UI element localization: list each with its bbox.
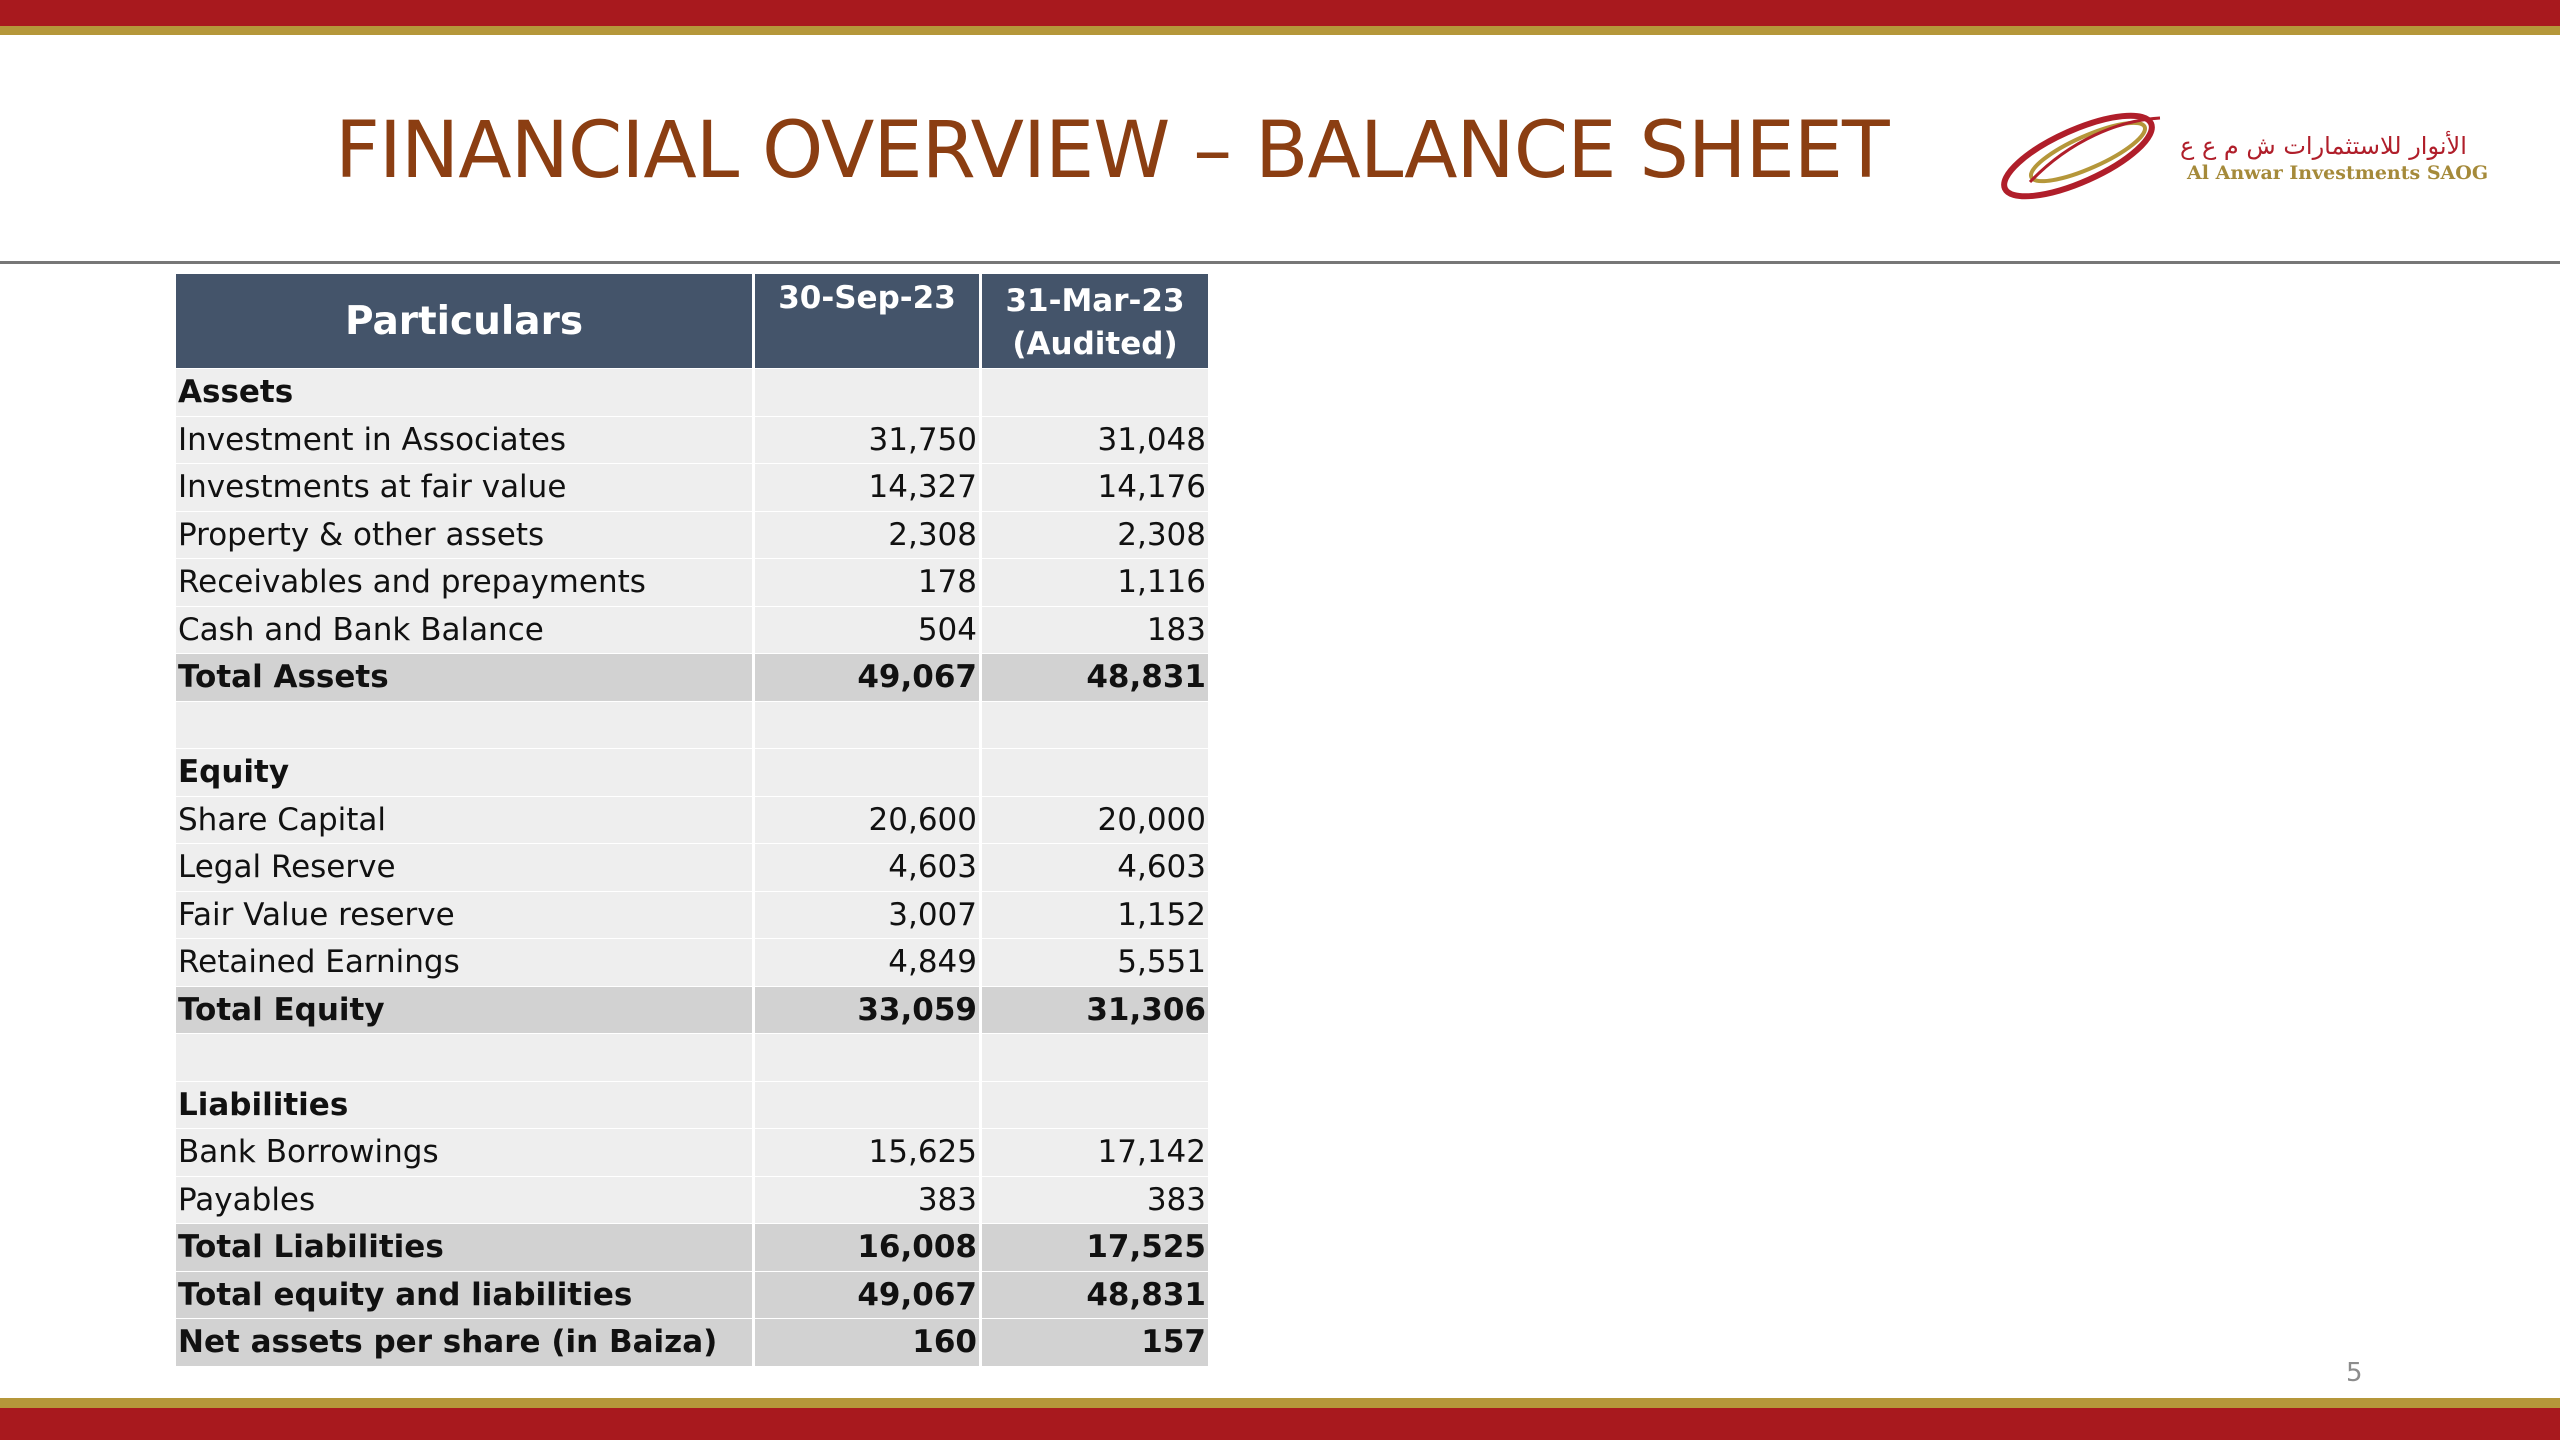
- row-label: Share Capital: [176, 796, 754, 844]
- value-30-sep-23: 383: [754, 1176, 981, 1224]
- bottom-gold-stripe: [0, 1398, 2560, 1408]
- table-row: [176, 416, 1210, 464]
- company-logo: [2000, 100, 2520, 210]
- value-31-mar-23: 31,306: [981, 986, 1210, 1034]
- swoosh-logo-icon: [2000, 100, 2170, 210]
- row-label: Net assets per share (in Baiza): [176, 1319, 754, 1367]
- total-row: [176, 1271, 1210, 1319]
- header-31-mar-23-date: 31-Mar-23: [1005, 283, 1185, 319]
- value-31-mar-23: 31,048: [981, 416, 1210, 464]
- row-label: Total Assets: [176, 654, 754, 702]
- row-label: Total equity and liabilities: [176, 1271, 754, 1319]
- value-30-sep-23: 49,067: [754, 654, 981, 702]
- value-30-sep-23: 4,849: [754, 939, 981, 987]
- value-30-sep-23: 2,308: [754, 511, 981, 559]
- section-row: [176, 749, 1210, 797]
- value-31-mar-23: 17,142: [981, 1129, 1210, 1177]
- table-header-row: [176, 274, 1210, 369]
- value-30-sep-23: 3,007: [754, 891, 981, 939]
- table-row: [176, 1176, 1210, 1224]
- value-30-sep-23: 160: [754, 1319, 981, 1367]
- value-30-sep-23: 15,625: [754, 1129, 981, 1177]
- top-red-band: [0, 0, 2560, 26]
- value-31-mar-23: [981, 369, 1210, 417]
- row-label: Investment in Associates: [176, 416, 754, 464]
- table-row: [176, 939, 1210, 987]
- table-row: [176, 1034, 1210, 1082]
- row-label: [176, 1034, 754, 1082]
- table-row: [176, 891, 1210, 939]
- value-30-sep-23: 33,059: [754, 986, 981, 1034]
- title-divider: [0, 261, 2560, 264]
- table-row: [176, 844, 1210, 892]
- table-row: [176, 701, 1210, 749]
- row-label: Bank Borrowings: [176, 1129, 754, 1177]
- logo-arabic-text: الأنوار للاستثمارات ش م ع ع: [2180, 132, 2467, 160]
- value-30-sep-23: 178: [754, 559, 981, 607]
- header-particulars: Particulars: [176, 274, 754, 369]
- value-31-mar-23: 383: [981, 1176, 1210, 1224]
- value-31-mar-23: 1,116: [981, 559, 1210, 607]
- table-row: [176, 606, 1210, 654]
- value-30-sep-23: [754, 369, 981, 417]
- top-gold-stripe: [0, 26, 2560, 35]
- total-row: [176, 654, 1210, 702]
- value-31-mar-23: [981, 749, 1210, 797]
- row-label: Liabilities: [176, 1081, 754, 1129]
- row-label: Payables: [176, 1176, 754, 1224]
- table-row: [176, 796, 1210, 844]
- row-label: Total Liabilities: [176, 1224, 754, 1272]
- value-31-mar-23: 157: [981, 1319, 1210, 1367]
- slide-title: FINANCIAL OVERVIEW – BALANCE SHEET: [335, 106, 1889, 196]
- row-label: Equity: [176, 749, 754, 797]
- section-row: [176, 369, 1210, 417]
- value-30-sep-23: [754, 1034, 981, 1082]
- value-30-sep-23: [754, 1081, 981, 1129]
- value-30-sep-23: 31,750: [754, 416, 981, 464]
- bottom-red-band: [0, 1408, 2560, 1440]
- row-label: Assets: [176, 369, 754, 417]
- table-row: [176, 511, 1210, 559]
- value-31-mar-23: 1,152: [981, 891, 1210, 939]
- value-31-mar-23: 48,831: [981, 654, 1210, 702]
- row-label: Property & other assets: [176, 511, 754, 559]
- row-label: Investments at fair value: [176, 464, 754, 512]
- value-30-sep-23: [754, 749, 981, 797]
- value-31-mar-23: [981, 1034, 1210, 1082]
- value-31-mar-23: 14,176: [981, 464, 1210, 512]
- header-30-sep-23: 30-Sep-23: [754, 274, 981, 369]
- row-label: Cash and Bank Balance: [176, 606, 754, 654]
- row-label: Legal Reserve: [176, 844, 754, 892]
- value-30-sep-23: [754, 701, 981, 749]
- value-30-sep-23: 20,600: [754, 796, 981, 844]
- value-31-mar-23: 48,831: [981, 1271, 1210, 1319]
- table-row: [176, 559, 1210, 607]
- total-row: [176, 1319, 1210, 1367]
- row-label: Receivables and prepayments: [176, 559, 754, 607]
- row-label: [176, 701, 754, 749]
- table-row: [176, 464, 1210, 512]
- value-30-sep-23: 504: [754, 606, 981, 654]
- row-label: Total Equity: [176, 986, 754, 1034]
- value-31-mar-23: [981, 701, 1210, 749]
- page-number: 5: [2346, 1358, 2363, 1388]
- value-31-mar-23: [981, 1081, 1210, 1129]
- value-31-mar-23: 183: [981, 606, 1210, 654]
- header-audited-note: (Audited): [1012, 326, 1178, 363]
- row-label: Retained Earnings: [176, 939, 754, 987]
- header-31-mar-23: [981, 274, 1210, 369]
- value-31-mar-23: 5,551: [981, 939, 1210, 987]
- value-31-mar-23: 20,000: [981, 796, 1210, 844]
- value-30-sep-23: 4,603: [754, 844, 981, 892]
- row-label: Fair Value reserve: [176, 891, 754, 939]
- value-31-mar-23: 17,525: [981, 1224, 1210, 1272]
- section-row: [176, 1081, 1210, 1129]
- total-row: [176, 986, 1210, 1034]
- logo-english-text: Al Anwar Investments SAOG: [2187, 162, 2489, 184]
- table-row: [176, 1129, 1210, 1177]
- balance-sheet-body: [176, 369, 1210, 1367]
- total-row: [176, 1224, 1210, 1272]
- value-30-sep-23: 14,327: [754, 464, 981, 512]
- value-31-mar-23: 2,308: [981, 511, 1210, 559]
- value-31-mar-23: 4,603: [981, 844, 1210, 892]
- balance-sheet-table: [176, 274, 1211, 1367]
- value-30-sep-23: 49,067: [754, 1271, 981, 1319]
- value-30-sep-23: 16,008: [754, 1224, 981, 1272]
